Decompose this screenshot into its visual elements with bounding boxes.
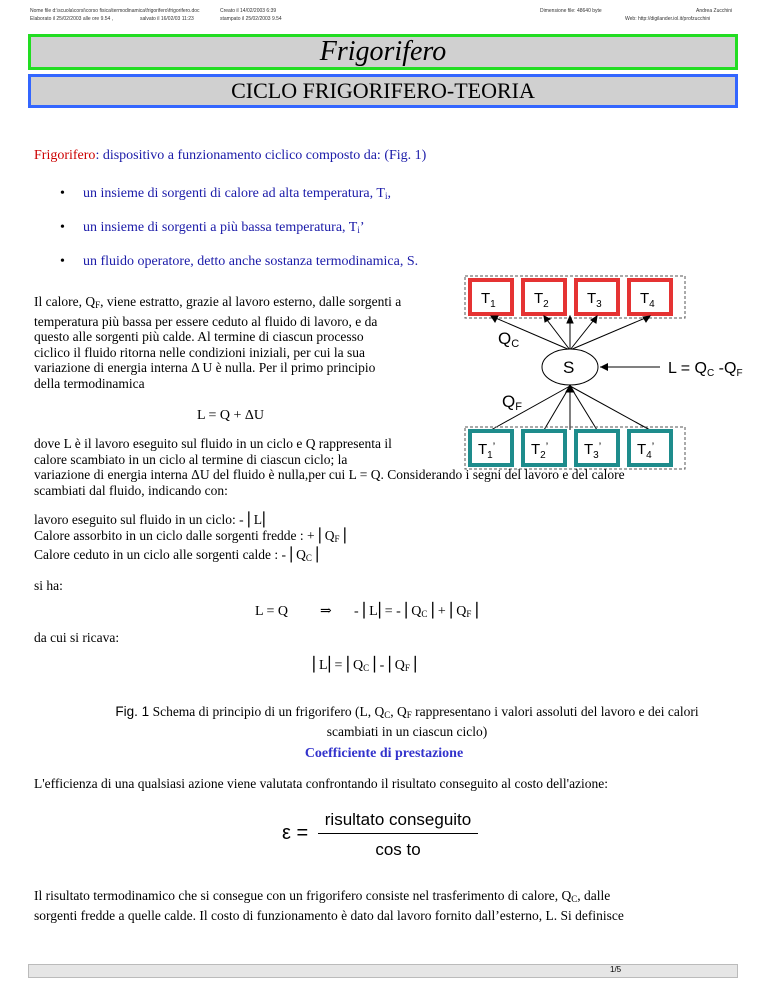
cold-source-t1: $T_1^’$ bbox=[478, 441, 496, 461]
sign-definitions: lavoro eseguito sul fluido in un ciclo: - ⎜L⎜ Calore assorbito in un ciclo dalle sorgenti fredde : + $⎜Q_F$ ⎜ Calore ceduto in un ciclo alle sorgenti calde : - $⎜Q_C$ ⎜ bbox=[34, 512, 350, 563]
implies-symbol: ⇒ bbox=[320, 604, 332, 619]
bullet-dot: • bbox=[60, 220, 65, 235]
epsilon-symbol: ε = bbox=[282, 822, 309, 844]
footer-bar bbox=[28, 964, 738, 978]
bullet-dot: • bbox=[60, 186, 65, 201]
hot-source-t4: $T_4$ bbox=[640, 290, 655, 310]
header-file-path: Nome file d:\scuola\corsi\corso fisica\termodinamica\frigorifero\frigorifero.doc bbox=[30, 8, 200, 14]
bullet-cold-sources: un insieme di sorgenti a più bassa temperatura, $T_i$’ bbox=[83, 220, 365, 235]
header-elaborated: Elaborato il 25/02/2003 alle ore 9.54 , bbox=[30, 16, 114, 22]
formula-denominator: cos to bbox=[375, 840, 421, 859]
page-number: 1/5 bbox=[610, 965, 622, 974]
page-subtitle: CICLO FRIGORIFERO-TEORIA bbox=[28, 74, 738, 108]
header-web: Web: http://digilander.iol.it/profzucchini bbox=[625, 16, 711, 22]
label-qc: QC bbox=[498, 329, 520, 350]
header-created: Creato il 14/02/2003 6:39 bbox=[220, 8, 277, 14]
paragraph-cycle-explanation: dove L è il lavoro eseguito sul fluido in un ciclo e Q rappresenta il calore scambiato in un ciclo al termine di ciascun ciclo; la variazione di energia interna ΔU del fluido è nulla,per cui L = Q. Considerando i segni del lavoro e del calore scambiati dal fluido, indicando con: bbox=[34, 436, 625, 498]
paragraph-final: Il risultato termodinamico che si consegue con un frigorifero consiste nel trasferimento di calore, $Q_C$, dalle sorgenti fredde a quelle calde. Il costo di funzionamento è dato dal lavoro fornito dall’esterno, L. Si definisce bbox=[34, 888, 624, 923]
equation-first-law: L = Q + ΔU bbox=[197, 408, 265, 423]
cold-source-t4: $T_4^’$ bbox=[637, 441, 655, 461]
figure-caption: Fig. 1 Schema di principio di un frigorifero (L, $Q_C$, $Q_F$ rappresentano i valori assoluti del lavoro e dei calori scambiati in un ciascun ciclo) bbox=[115, 704, 699, 739]
bullet-fluid: un fluido operatore, detto anche sostanza termodinamica, S. bbox=[83, 254, 419, 269]
header-printed: stampato il 25/02/2003 9.54 bbox=[220, 16, 282, 22]
equation-absolute: ⎜L⎜= $⎜Q_C$ ⎜- $⎜Q_F$ ⎜ bbox=[312, 658, 421, 673]
header-file-size: Dimensione file: 48640 byte bbox=[540, 8, 602, 14]
intro-rest: : dispositivo a funzionamento ciclico composto da: (Fig. 1) bbox=[95, 148, 427, 163]
intro-line bbox=[34, 148, 426, 164]
header-author: Andrea Zucchini bbox=[696, 8, 733, 14]
page-title: Frigorifero bbox=[28, 34, 738, 70]
bullet-dot: • bbox=[60, 254, 65, 269]
work-arrow-head bbox=[600, 363, 608, 371]
label-work-equation: L = QC -QF bbox=[668, 360, 743, 379]
cold-source-t3: $T_3^’$ bbox=[584, 441, 602, 461]
intro-term: Frigorifero bbox=[34, 148, 96, 163]
paragraph-heat-extraction: Il calore, $Q_F$, viene estratto, grazie al lavoro esterno, dalle sorgenti a temperatura più bassa per essere ceduto al fluido di lavoro, e da questo alle sorgenti più calde. Al termine di ciascun processo ciclico il fluido ritorna nelle condizioni iniziali, per cui la sua variazione di energia interna Δ U è nulla. Per il primo principio della termodinamica bbox=[34, 294, 402, 391]
label-qf: QF bbox=[502, 392, 522, 413]
si-ha-label: si ha: bbox=[34, 578, 63, 593]
da-cui-label: da cui si ricava: bbox=[34, 630, 120, 645]
hot-source-t1: $T_1$ bbox=[481, 290, 496, 310]
bullet-hot-sources: un insieme di sorgenti di calore ad alta temperatura, $T_i$, bbox=[83, 186, 391, 201]
figure-caption-label: Fig. 1 bbox=[115, 704, 150, 719]
formula-numerator: risultato conseguito bbox=[324, 810, 472, 829]
hot-source-t2: $T_2$ bbox=[534, 290, 549, 310]
equation-signed: - ⎜L⎜= - $⎜Q_C$ ⎜+ $⎜Q_F$ ⎜ bbox=[354, 604, 482, 619]
hot-source-t3: $T_3$ bbox=[587, 290, 602, 310]
section-heading-coefficient: Coefficiente di prestazione bbox=[304, 746, 464, 761]
cold-source-t2: $T_2^’$ bbox=[531, 441, 549, 461]
fraction-bar bbox=[318, 833, 478, 834]
equation-l-eq-q: L = Q bbox=[255, 604, 289, 619]
efficiency-intro: L'efficienza di una qualsiasi azione viene valutata confrontando il risultato conseguito al costo dell'azione: bbox=[34, 776, 609, 791]
fluid-s-label: S bbox=[563, 358, 575, 377]
header-saved: salvato il 16/02/03 11:23 bbox=[140, 16, 194, 22]
